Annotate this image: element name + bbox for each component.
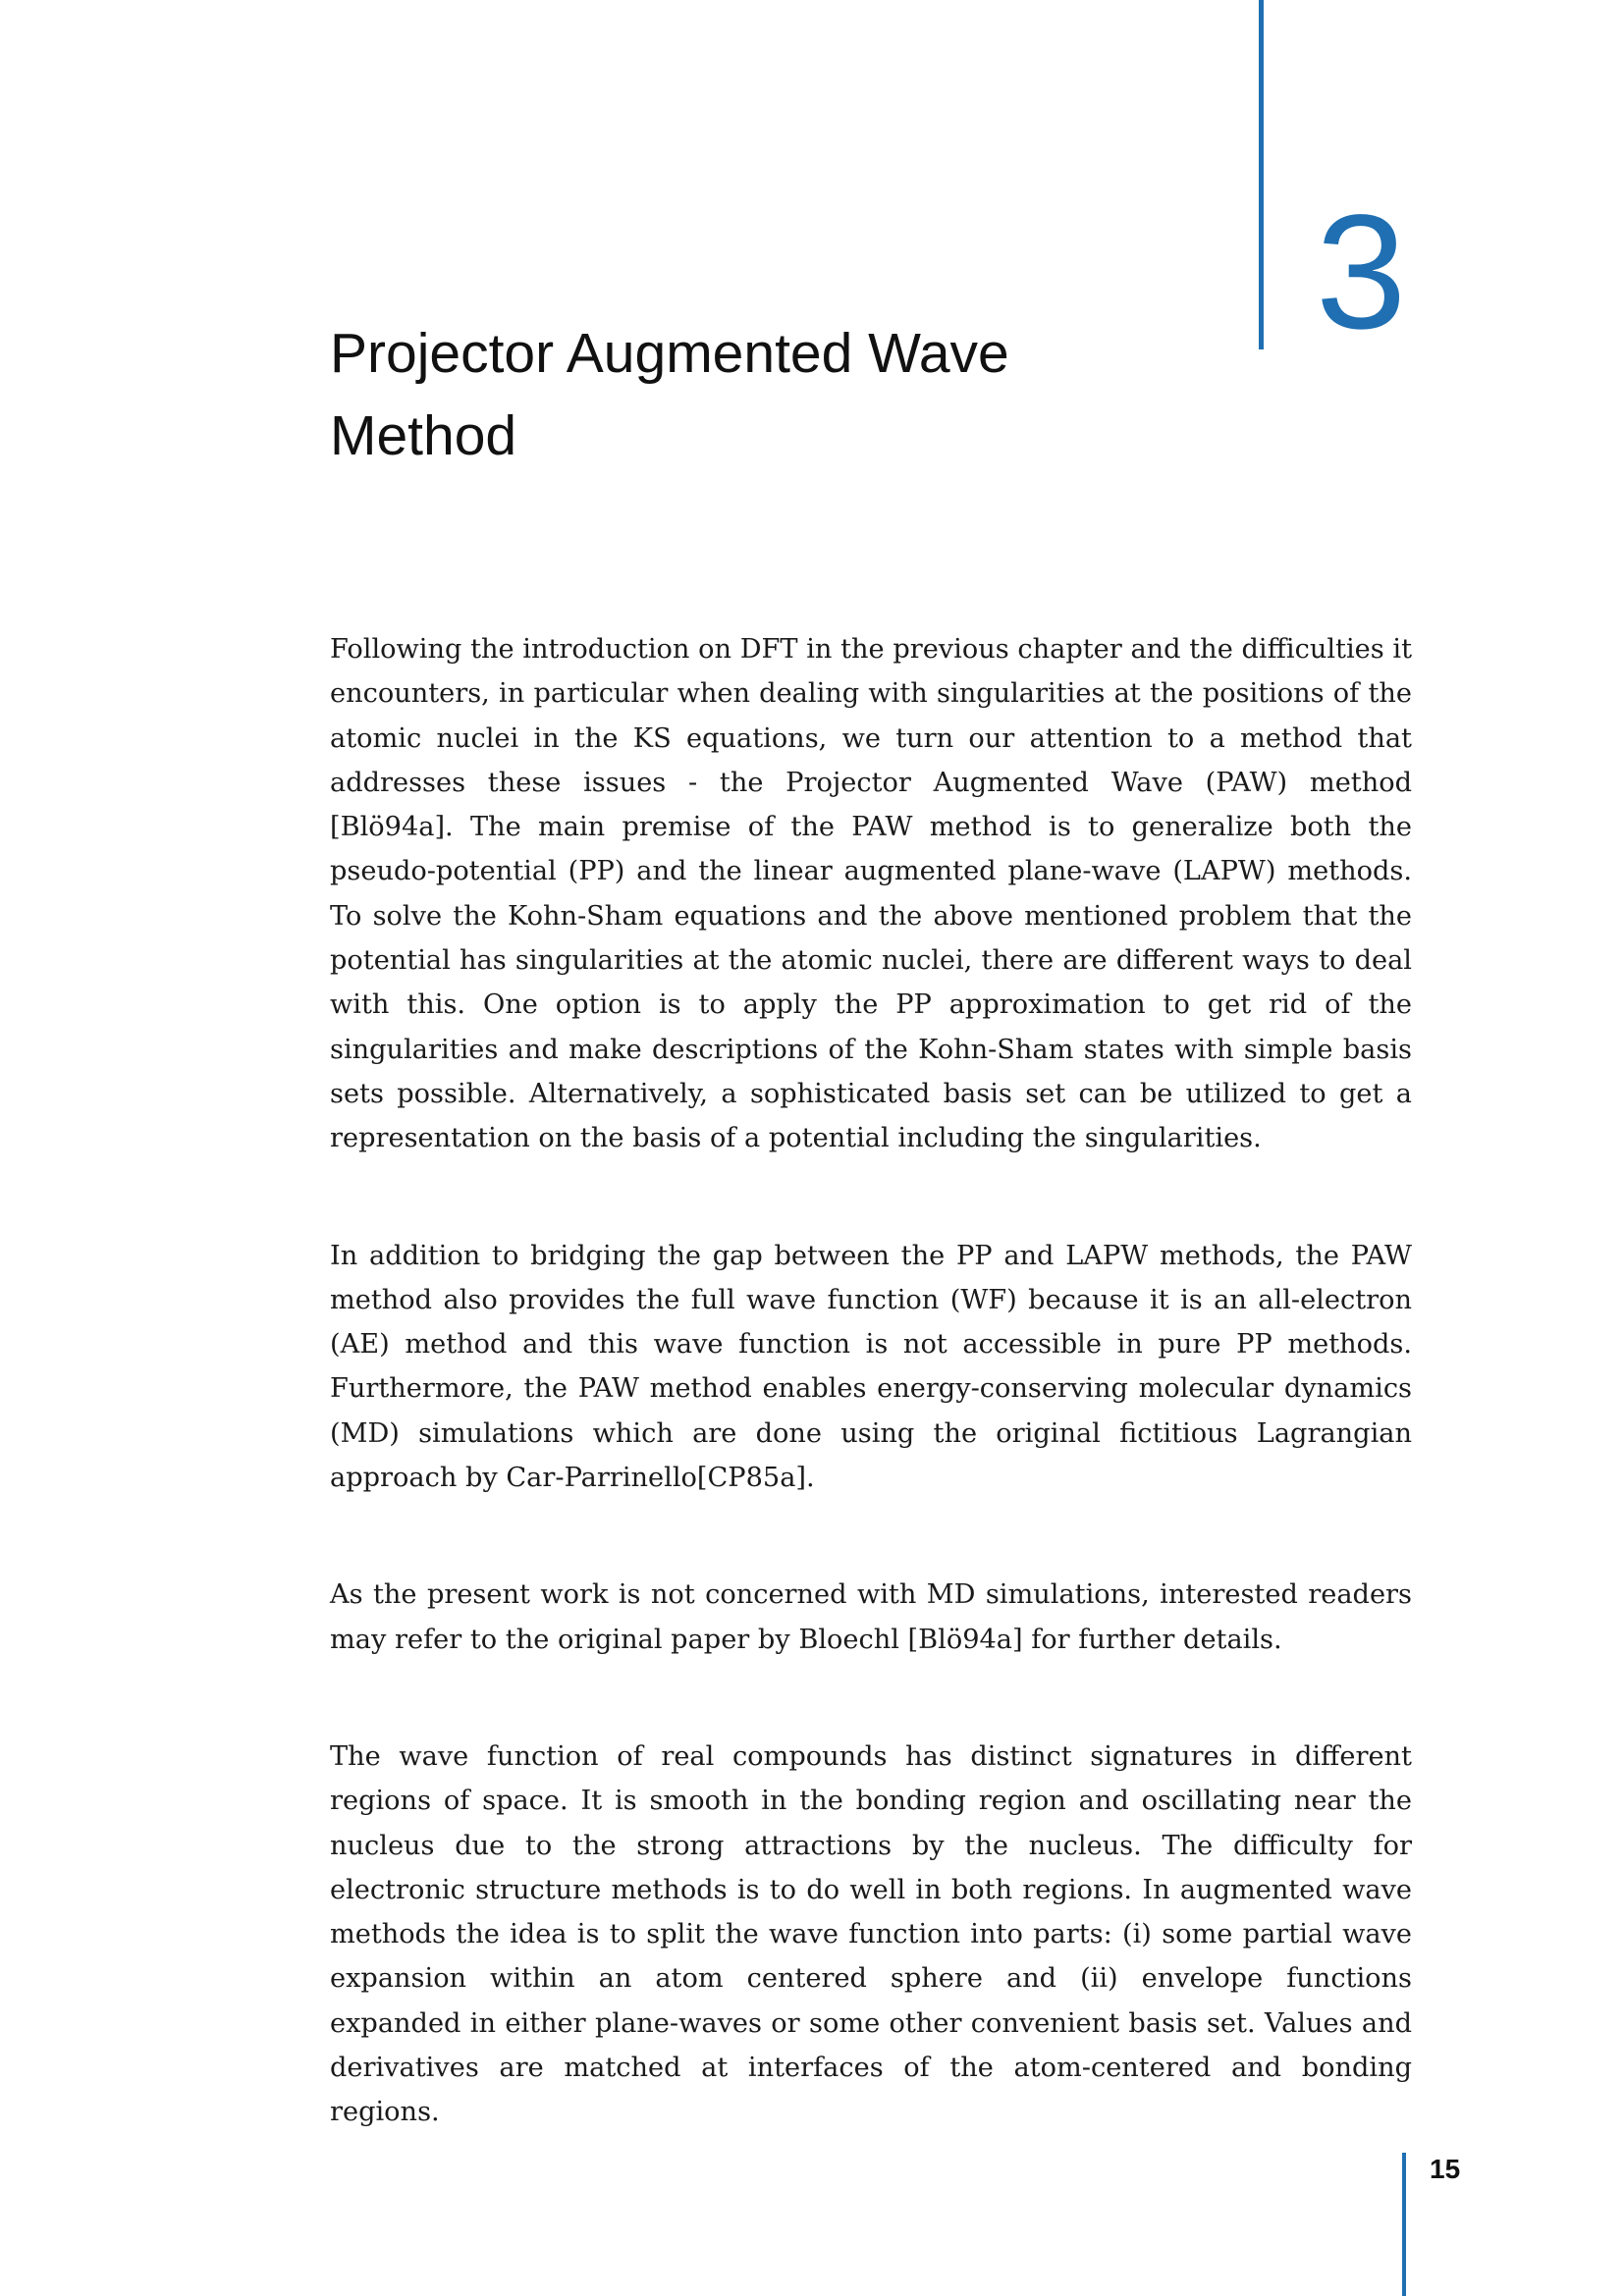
paragraph: The wave function of real compounds has distinct signatures in different regions of space. It is smooth in the bonding region and oscillating near the nucleus due to the strong attractions by the nucleus. The difficulty for electronic structure methods is to do well in both regions. In augmented wave methods the idea is to split the wave function into parts: (i) some partial wave expansion within an atom centered sphere and (ii) envelope functions expanded in either plane-waves or some other convenient basis set. Values and derivatives are matched at interfaces of the atom-centered and bonding regions. [330, 1740, 1412, 2128]
paragraph: As the present work is not concerned with MD simulations, interested readers may refer to the original paper by Bloechl [Blö94a] for further details. [330, 1579, 1412, 1655]
chapter-title: Projector Augmented Wave Method [330, 322, 1009, 467]
page-number-rule [1402, 2153, 1406, 2296]
page-number: 15 [1430, 2154, 1461, 2184]
paragraph: In addition to bridging the gap between the PP and LAPW methods, the PAW method also provides the full wave function (WF) because it is an all-electron (AE) method and this wave function is not accessible in pure PP methods. Furthermore, the PAW method enables energy-conserving molecular dynamics (MD) simulations which are done using the original fictitious Lagrangian approach by Car-Parrinello[CP85a]. [330, 1240, 1412, 1494]
chapter-body [330, 627, 1412, 2208]
chapter-number: 3 [1316, 182, 1407, 363]
paragraph: Following the introduction on DFT in the previous chapter and the difficulties it encounters, in particular when dealing with singularities at the positions of the atomic nuclei in the KS equations, we turn our attention to a method that addresses these issues - the Projector Augmented Wave (PAW) method [Blö94a]. The main premise of the PAW method is to generalize both the pseudo-potential (PP) and the linear augmented plane-wave (LAPW) methods. To solve the Kohn-Sham equations and the above mentioned problem that the potential has singularities at the atomic nuclei, there are different ways to deal with this. One option is to apply the PP approximation to get rid of the singularities and make descriptions of the Kohn-Sham states with simple basis sets possible. Alternatively, a sophisticated basis set can be utilized to get a representation on the basis of a potential including the singularities. [330, 634, 1412, 1154]
chapter-marker-rule [1259, 0, 1264, 349]
